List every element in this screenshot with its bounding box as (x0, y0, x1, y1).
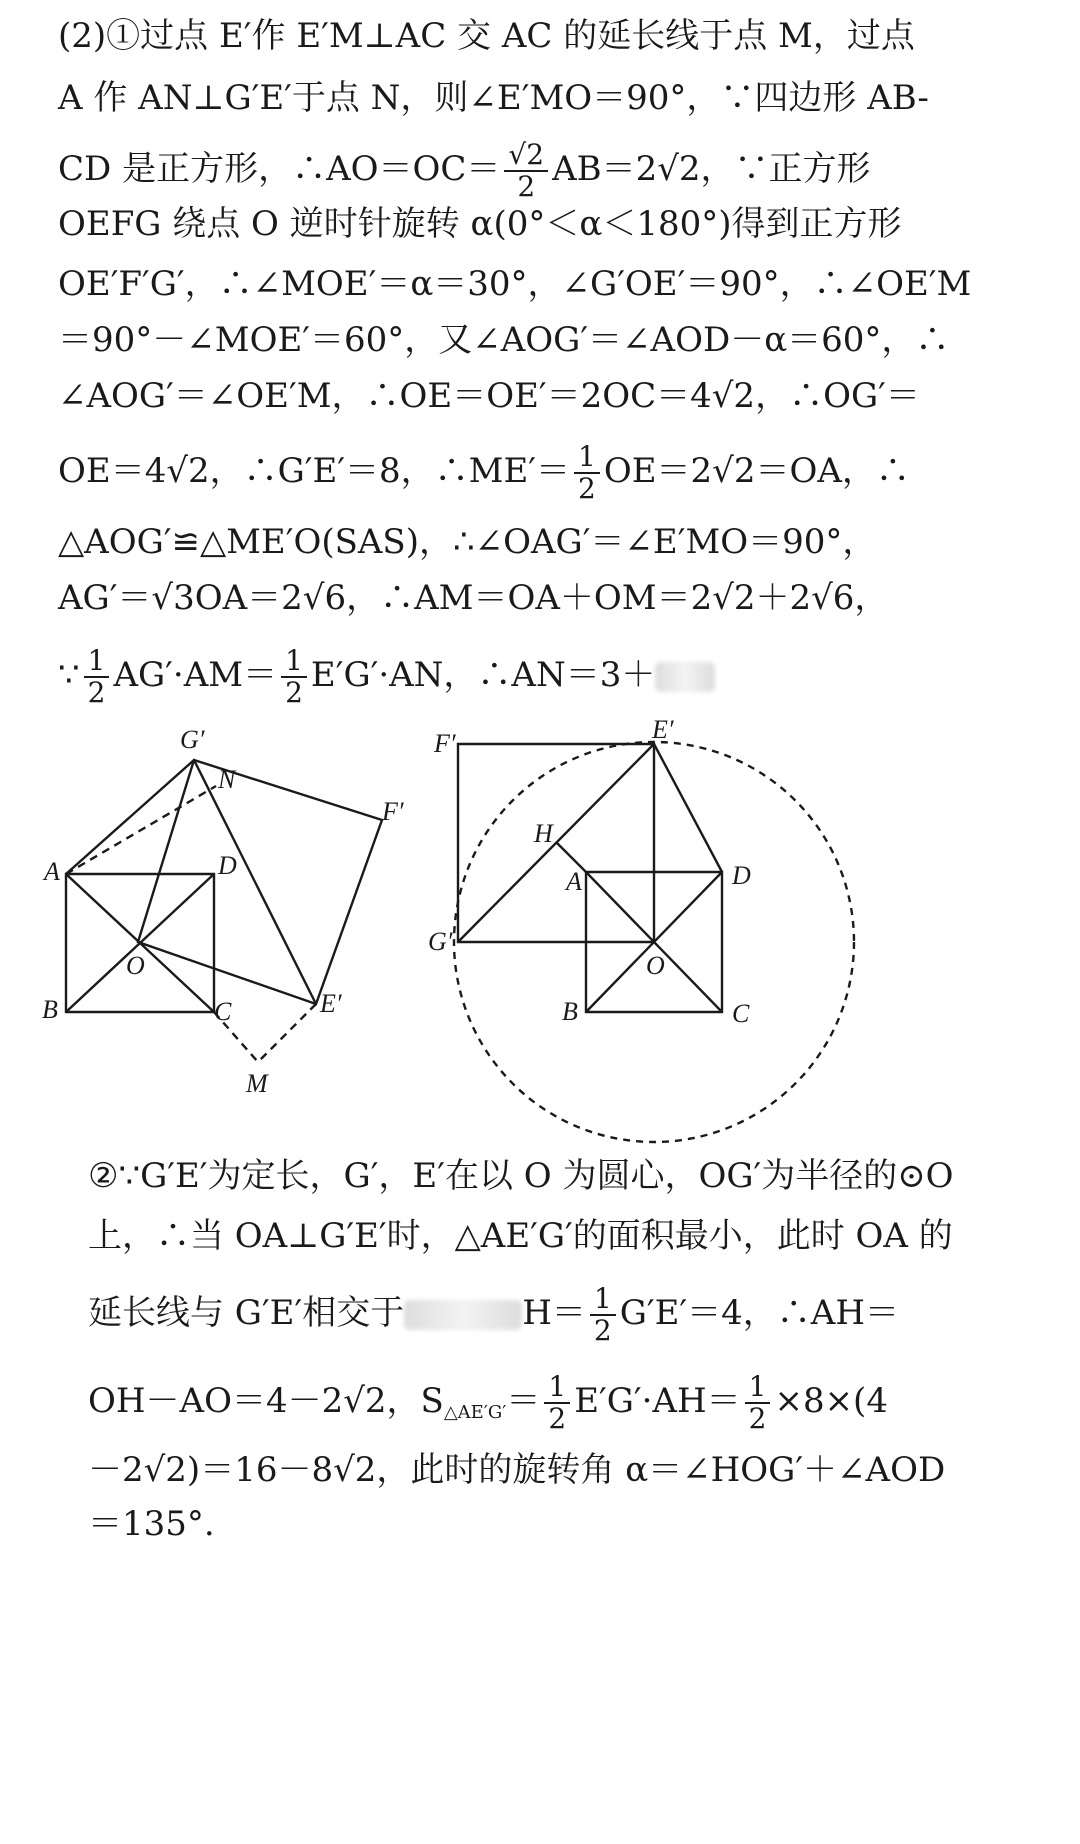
text-line-8-post: OE＝2√2＝OA，∴ (603, 451, 910, 491)
label-C-left: C (214, 997, 232, 1026)
area-subscript: △AE′G′ (443, 1402, 507, 1423)
square-OEFG-left (138, 760, 382, 1004)
text-line-15-c: ×8×(4 (774, 1381, 888, 1421)
text-line-15-pre: OH－AO＝4－2√2，S (88, 1381, 444, 1421)
text-line-10: AG′＝√3OA＝2√6，∴AM＝OA＋OM＝2√2＋2√6， (58, 578, 889, 618)
label-D-right: D (732, 861, 751, 890)
dashed-EM-left (258, 1004, 316, 1062)
label-B-left: B (42, 995, 58, 1024)
text-line-8-pre: OE＝4√2，∴G′E′＝8，∴ME′＝ (58, 451, 571, 491)
segment-ED-right (654, 744, 722, 872)
text-line-14-post: H＝ (522, 1293, 586, 1333)
text-line-3-pre: CD 是正方形，∴AO＝OC＝ (58, 149, 501, 189)
text-line-1: (2)①过点 E′作 E′M⊥AC 交 AC 的延长线于点 M，过点 (58, 16, 915, 56)
text-line-15 (88, 1372, 1080, 1435)
label-E-left: E′ (320, 989, 342, 1018)
label-N-left: N (218, 765, 236, 794)
text-line-14-pre: 延长线与 G′E′相交于 (88, 1293, 405, 1333)
frac-numerator: 1 (84, 646, 110, 678)
text-line-4: OEFG 绕点 O 逆时针旋转 α(0°＜α＜180°)得到正方形 (58, 204, 902, 244)
frac-numerator: 1 (281, 646, 307, 678)
label-A-left: A (44, 857, 60, 886)
label-F-right: F′ (434, 729, 456, 758)
label-C-right: C (732, 999, 750, 1028)
label-O-right: O (646, 951, 665, 980)
frac-denominator: 2 (548, 1402, 567, 1435)
frac-denominator: 2 (748, 1402, 767, 1435)
text-line-15-mid: ＝ (506, 1381, 541, 1421)
frac-denominator: 2 (87, 676, 106, 709)
label-G-right: G′ (428, 927, 453, 956)
text-line-8 (58, 442, 1080, 504)
frac-denominator: 2 (578, 472, 596, 505)
fraction-one-half (590, 1284, 616, 1346)
frac-denominator: 2 (285, 676, 303, 709)
blurred-region (655, 662, 715, 692)
label-F-left: F′ (382, 797, 404, 826)
text-line-15-b: E′G′·AH＝ (574, 1381, 741, 1421)
text-line-11 (58, 646, 1080, 708)
text-line-14-end: G′E′＝4，∴AH＝ (619, 1293, 899, 1333)
blurred-region (404, 1300, 522, 1330)
label-G-left: G′ (180, 725, 205, 754)
fraction-one-half (544, 1372, 570, 1434)
fraction-one-half (745, 1372, 771, 1434)
text-line-3 (58, 140, 1080, 202)
text-line-7: ∠AOG′＝∠OE′M，∴OE＝OE′＝2OC＝4√2，∴OG′＝ (58, 376, 920, 416)
fraction-sqrt2-over-2 (504, 140, 548, 202)
fraction-one-half (574, 442, 600, 504)
label-A-right: A (566, 867, 582, 896)
text-line-9: △AOG′≌△ME′O(SAS)，∴∠OAG′＝∠E′MO＝90°， (58, 522, 877, 562)
frac-numerator: 1 (590, 1284, 616, 1316)
frac-denominator: 2 (593, 1314, 612, 1347)
frac-numerator: 1 (544, 1372, 570, 1404)
text-line-13: 上，∴当 OA⊥G′E′时，△AE′G′的面积最小，此时 OA 的 (88, 1216, 953, 1256)
segment-AG-left (66, 760, 194, 874)
text-line-6: ＝90°－∠MOE′＝60°，又∠AOG′＝∠AOD－α＝60°，∴ (58, 320, 950, 360)
text-line-14 (88, 1284, 1080, 1346)
label-O-left: O (126, 951, 145, 980)
label-M-left: M (246, 1069, 268, 1098)
text-line-3-post: AB＝2√2，∵正方形 (552, 149, 871, 189)
text-line-2: A 作 AN⊥G′E′于点 N，则∠E′MO＝90°，∵四边形 AB- (58, 78, 929, 118)
text-line-11-c: E′G′·AN，∴AN＝3＋ (310, 655, 656, 695)
label-D-left: D (218, 851, 237, 880)
label-B-right: B (562, 997, 578, 1026)
label-H-right: H (534, 819, 553, 848)
text-line-11-a: ∵ (58, 655, 80, 695)
frac-denominator: 2 (517, 170, 536, 203)
text-line-11-b: AG′·AM＝ (113, 655, 278, 695)
dashed-AN-left (66, 786, 216, 874)
geometry-figures (0, 712, 1080, 1182)
fraction-one-half (84, 646, 110, 708)
text-line-17: ＝135°. (88, 1504, 215, 1544)
frac-numerator: 1 (745, 1372, 771, 1404)
frac-numerator: 1 (574, 442, 600, 474)
text-line-16: －2√2)＝16－8√2，此时的旋转角 α＝∠HOG′＋∠AOD (88, 1450, 946, 1490)
frac-numerator: √2 (504, 140, 548, 172)
label-E-right: E′ (652, 715, 674, 744)
text-line-12: ②∵G′E′为定长，G′，E′在以 O 为圆心，OG′为半径的⊙O (88, 1156, 954, 1196)
figure-right (454, 742, 854, 1142)
fraction-one-half (281, 646, 307, 708)
text-line-5: OE′F′G′，∴∠MOE′＝α＝30°，∠G′OE′＝90°，∴∠OE′M (58, 264, 972, 304)
